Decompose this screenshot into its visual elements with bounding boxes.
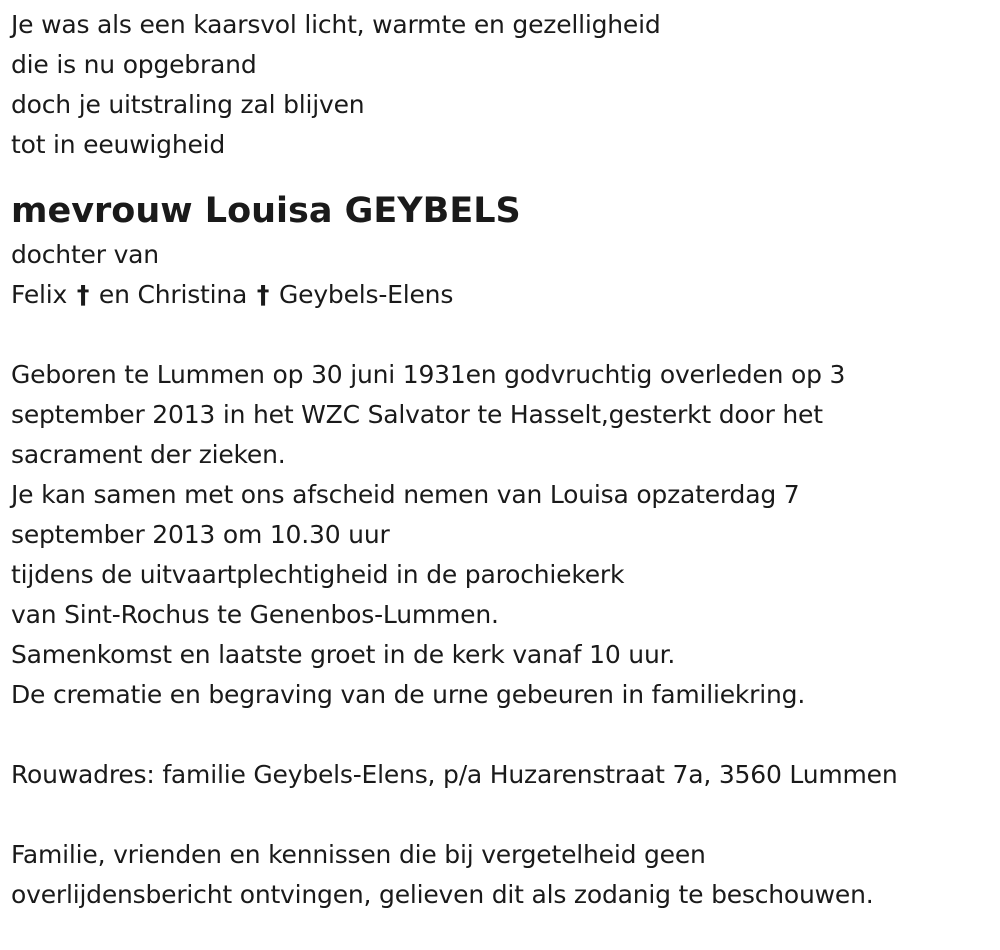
spacer <box>11 715 1000 755</box>
mourning-address: Rouwadres: familie Geybels-Elens, p/a Huzarenstraat 7a, 3560 Lummen <box>11 760 898 789</box>
announcement-line: september 2013 om 10.30 uur <box>11 520 390 549</box>
poem-line: tot in eeuwigheid <box>11 130 226 159</box>
announcement-line: van Sint-Rochus te Genenbos-Lummen. <box>11 600 499 629</box>
closing-line: Familie, vrienden en kennissen die bij vergetelheid geen <box>11 840 706 869</box>
cross-icon: † <box>256 280 270 309</box>
deceased-name: mevrouw Louisa GEYBELS <box>11 191 521 231</box>
closing-block <box>11 835 1000 915</box>
announcement-line: tijdens de uitvaartplechtigheid in de parochiekerk <box>11 560 625 589</box>
spacer <box>11 315 1000 355</box>
announcement-line: De crematie en begraving van de urne gebeuren in familiekring. <box>11 680 806 709</box>
announcement-line: Samenkomst en laatste groet in de kerk vanaf 10 uur. <box>11 640 676 669</box>
mother-name: en Christina <box>98 280 248 309</box>
cross-icon: † <box>76 280 90 309</box>
announcement-line: september 2013 in het WZC Salvator te Hasselt,gesterkt door het <box>11 400 823 429</box>
announcement-line: Je kan samen met ons afscheid nemen van Louisa opzaterdag 7 <box>11 480 800 509</box>
poem-line: Je was als een kaarsvol licht, warmte en gezelligheid <box>11 10 661 39</box>
spacer <box>11 795 1000 835</box>
family-name: Geybels-Elens <box>278 280 454 309</box>
poem-block <box>11 5 1000 165</box>
father-name: Felix <box>11 280 68 309</box>
parents-block <box>11 235 1000 315</box>
announcement-line: Geboren te Lummen op 30 juni 1931en godvruchtig overleden op 3 <box>11 360 846 389</box>
relation-text: dochter van <box>11 240 159 269</box>
announcement-line: sacrament der zieken. <box>11 440 286 469</box>
poem-line: die is nu opgebrand <box>11 50 257 79</box>
parents-line <box>11 275 1000 315</box>
announcement-block <box>11 355 1000 715</box>
closing-line: overlijdensbericht ontvingen, gelieven dit als zodanig te beschouwen. <box>11 880 874 909</box>
poem-line: doch je uitstraling zal blijven <box>11 90 365 119</box>
